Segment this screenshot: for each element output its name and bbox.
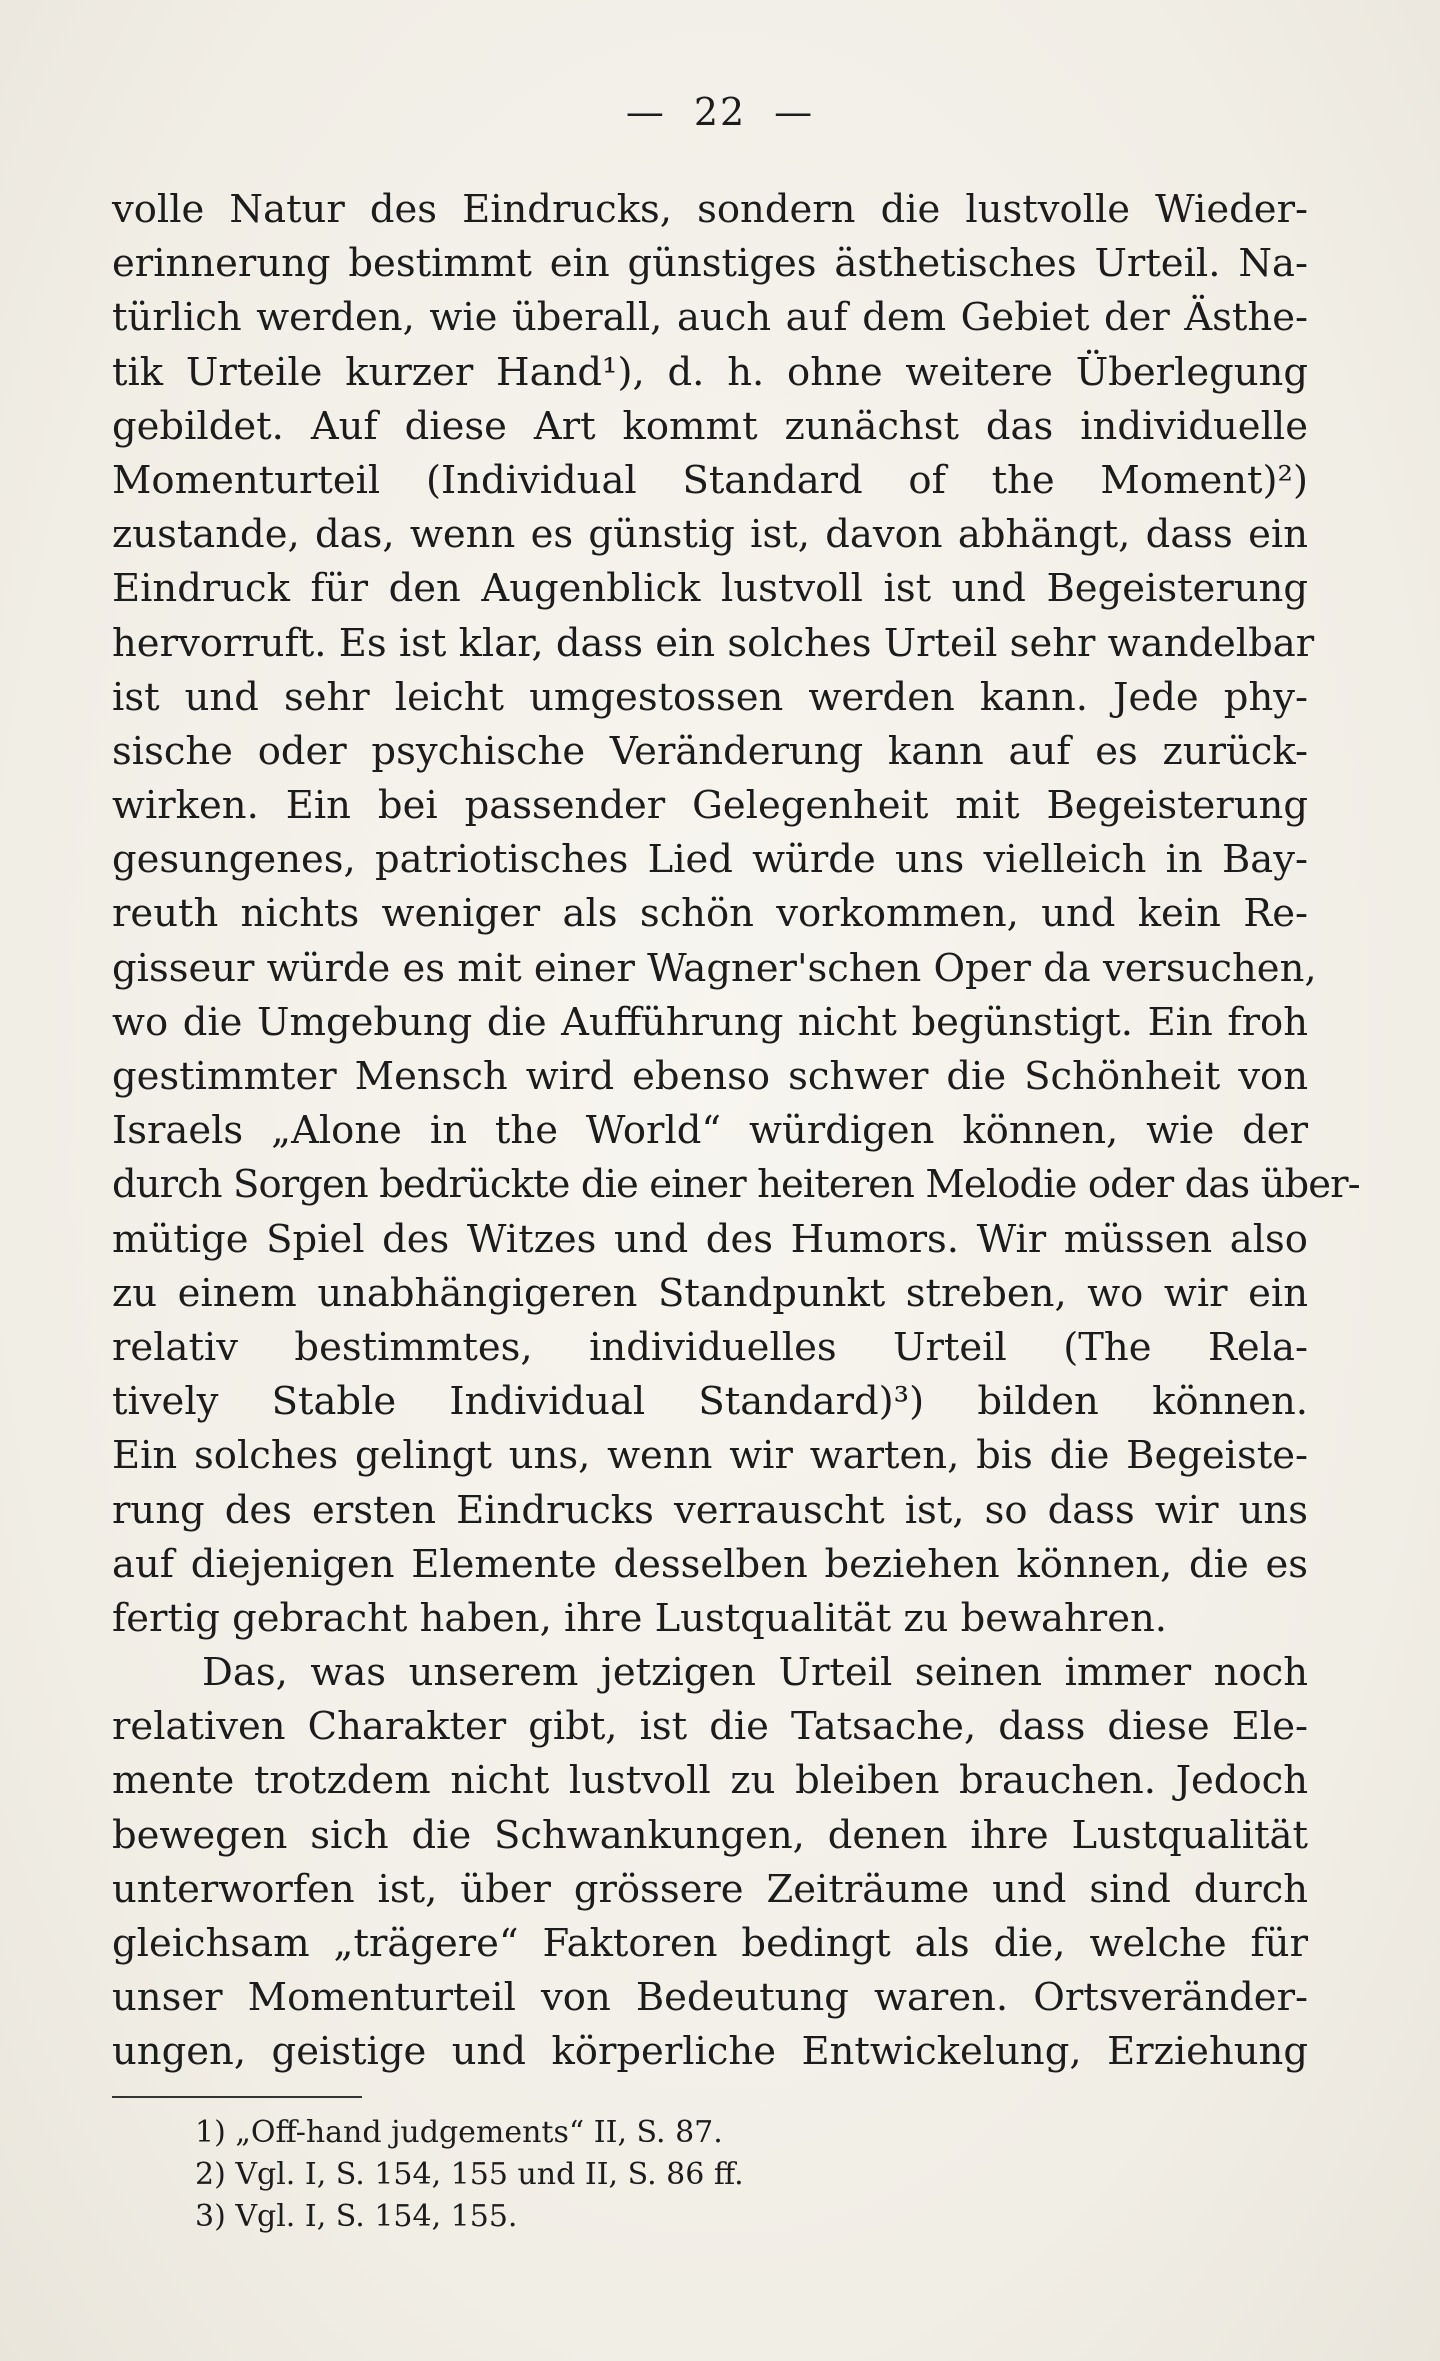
footnote-3: 3) Vgl. I, S. 154, 155. — [195, 2199, 518, 2234]
text-line: Momenturteil (Individual Standard of the Moment)²) — [112, 457, 1308, 503]
footnotes — [195, 2112, 744, 2238]
text-line: mente trotzdem nicht lustvoll zu bleiben brauchen. Jedoch — [112, 1758, 1308, 1804]
footnote-divider — [112, 2096, 362, 2098]
body-text — [112, 183, 1360, 2080]
footnote-2: 2) Vgl. I, S. 154, 155 und II, S. 86 ff. — [195, 2157, 744, 2192]
text-line: rung des ersten Eindrucks verrauscht ist, so dass wir uns — [112, 1487, 1308, 1533]
text-line: unser Momenturteil von Bedeutung waren. Ortsveränder- — [112, 1975, 1308, 2021]
text-line: unterworfen ist, über grössere Zeiträume und sind durch — [112, 1866, 1308, 1912]
text-line: hervorruft. Es ist klar, dass ein solches Urteil sehr wandelbar — [112, 620, 1315, 666]
text-line: Ein solches gelingt uns, wenn wir warten, bis die Begeiste- — [112, 1433, 1308, 1479]
text-line: durch Sorgen bedrückte die einer heiteren Melodie oder das über- — [112, 1162, 1360, 1208]
text-line: gebildet. Auf diese Art kommt zunächst das individuelle — [112, 403, 1308, 449]
paragraph-last-line: fertig gebracht haben, ihre Lustqualität zu bewahren. — [112, 1595, 1168, 1641]
header-dash-right: — — [774, 90, 815, 134]
text-line: türlich werden, wie überall, auch auf dem Gebiet der Ästhe- — [112, 295, 1308, 341]
text-line: tik Urteile kurzer Hand¹), d. h. ohne weitere Überlegung — [112, 349, 1308, 395]
footnote-1: 1) „Off-hand judgements“ II, S. 87. — [195, 2115, 723, 2150]
text-line: tively Stable Individual Standard)³) bilden können. — [112, 1379, 1308, 1425]
text-line: gesungenes, patriotisches Lied würde uns vielleich in Bay- — [112, 837, 1308, 883]
text-line: volle Natur des Eindrucks, sondern die lustvolle Wieder- — [112, 187, 1308, 232]
text-line: erinnerung bestimmt ein günstiges ästhetisches Urteil. Na- — [112, 241, 1308, 287]
text-line: ist und sehr leicht umgestossen werden kann. Jede phy- — [112, 674, 1308, 720]
text-line: wirken. Ein bei passender Gelegenheit mit Begeisterung — [112, 783, 1308, 829]
text-line: mütige Spiel des Witzes und des Humors. Wir müssen also — [112, 1216, 1308, 1262]
text-line: gestimmter Mensch wird ebenso schwer die Schönheit von — [112, 1054, 1308, 1099]
header-dash-left: — — [625, 90, 666, 134]
text-line: Israels „Alone in the World“ würdigen können, wie der — [112, 1108, 1308, 1154]
text-line: bewegen sich die Schwankungen, denen ihre Lustqualität — [112, 1812, 1308, 1858]
text-line: auf diejenigen Elemente desselben beziehen können, die es — [112, 1541, 1308, 1587]
text-line: zustande, das, wenn es günstig ist, davon abhängt, dass ein — [112, 512, 1308, 558]
text-line: relativ bestimmtes, individuelles Urteil (The Rela- — [112, 1324, 1308, 1370]
text-line: gisseur würde es mit einer Wagner'schen Oper da versuchen, — [112, 945, 1317, 991]
text-line: gleichsam „trägere“ Faktoren bedingt als die, welche für — [112, 1921, 1308, 1966]
page-number: 22 — [693, 90, 747, 134]
text-line: zu einem unabhängigeren Standpunkt streben, wo wir ein — [112, 1270, 1308, 1316]
text-line: relativen Charakter gibt, ist die Tatsache, dass diese Ele- — [112, 1704, 1308, 1750]
page-header — [0, 90, 1440, 134]
paragraph-first-line: Das, was unserem jetzigen Urteil seinen immer noch — [202, 1650, 1308, 1696]
text-line: reuth nichts weniger als schön vorkommen, und kein Re- — [112, 891, 1308, 937]
text-line: wo die Umgebung die Aufführung nicht begünstigt. Ein froh — [112, 999, 1308, 1045]
text-line: ungen, geistige und körperliche Entwickelung, Erziehung — [112, 2029, 1308, 2075]
text-line: Eindruck für den Augenblick lustvoll ist und Begeisterung — [112, 566, 1308, 612]
text-line: sische oder psychische Veränderung kann auf es zurück- — [112, 728, 1308, 774]
